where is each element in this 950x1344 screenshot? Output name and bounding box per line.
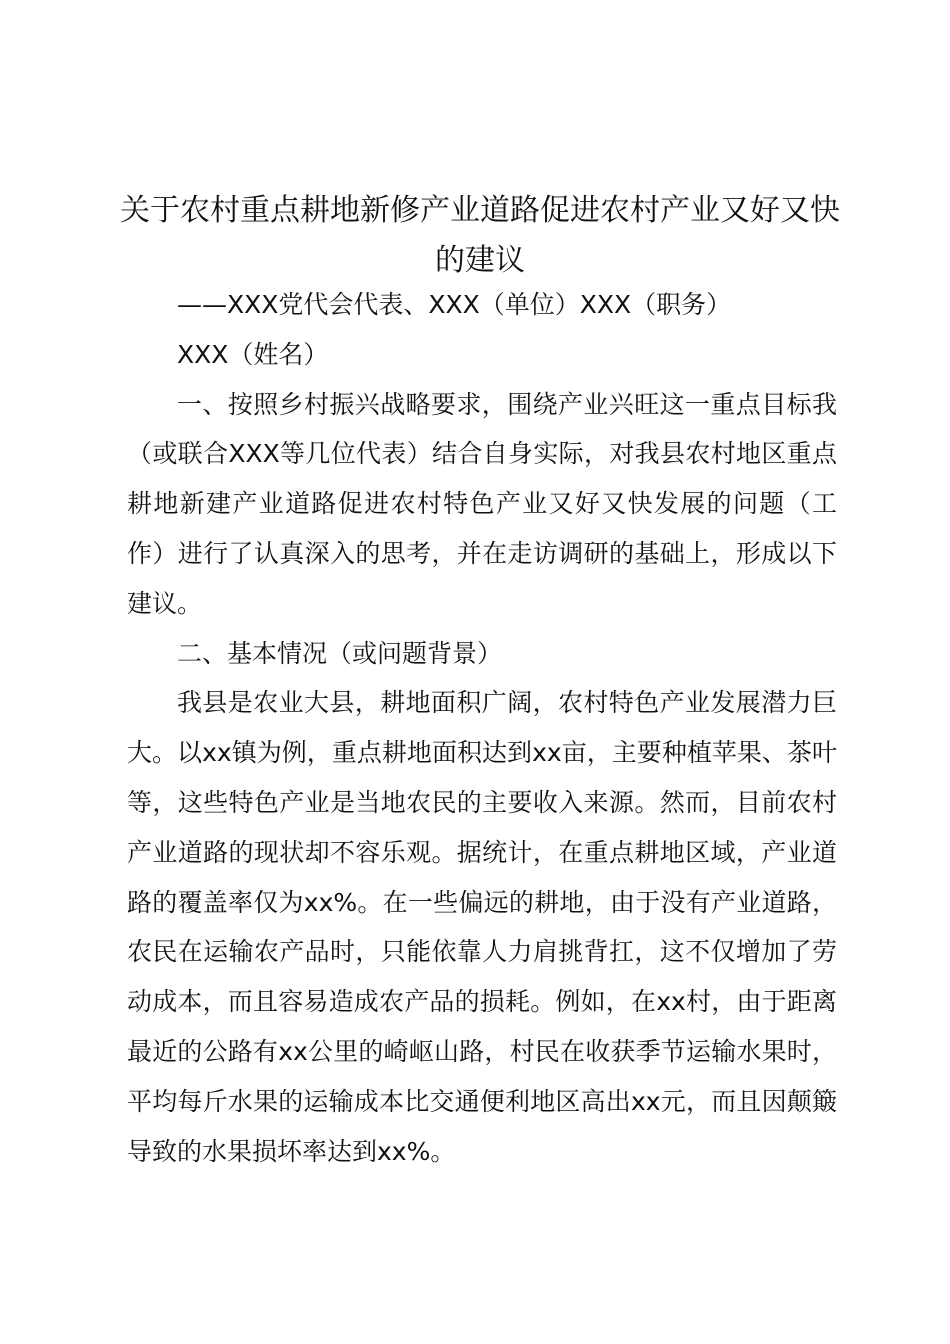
document-body — [127, 280, 837, 1176]
name-line: XXX（姓名） — [177, 339, 329, 369]
document-title: 关于农村重点耕地新修产业道路促进农村产业又好又快的建议 — [120, 193, 840, 278]
byline: ——XXX党代会代表、XXX（单位）XXX（职务） — [177, 290, 732, 319]
paragraph-basic-situation: 我县是农业大县，耕地面积广阔，农村特色产业发展潜力巨大。以xx镇为例，重点耕地面积达到xx亩，主要种植苹果、茶叶等，这些特色产业是当地农民的主要收入来源。然而，目前农村产业道路的现状却不容乐观。据统计，在重点耕地区域，产业道路的覆盖率仅为xx%。在一些偏远的耕地，由于没有产业道路，农民在运输农产品时，只能依靠人力肩挑背扛，这不仅增加了劳动成本，而且容易造成农产品的损耗。例如，在xx村，由于距离最近的公路有xx公里的崎岖山路，村民在收获季节运输水果时，平均每斤水果的运输成本比交通便利地区高出xx元，而且因颠簸导致的水果损坏率达到xx%。 — [127, 688, 837, 1166]
paragraph-intro: 一、按照乡村振兴战略要求，围绕产业兴旺这一重点目标我（或联合XXX等几位代表）结合自身实际，对我县农村地区重点耕地新建产业道路促进农村特色产业又好又快发展的问题（工作）进行了认真深入的思考，并在走访调研的基础上，形成以下建议。 — [127, 389, 837, 618]
section-heading-basic-situation: 二、基本情况（或问题背景） — [177, 638, 503, 668]
